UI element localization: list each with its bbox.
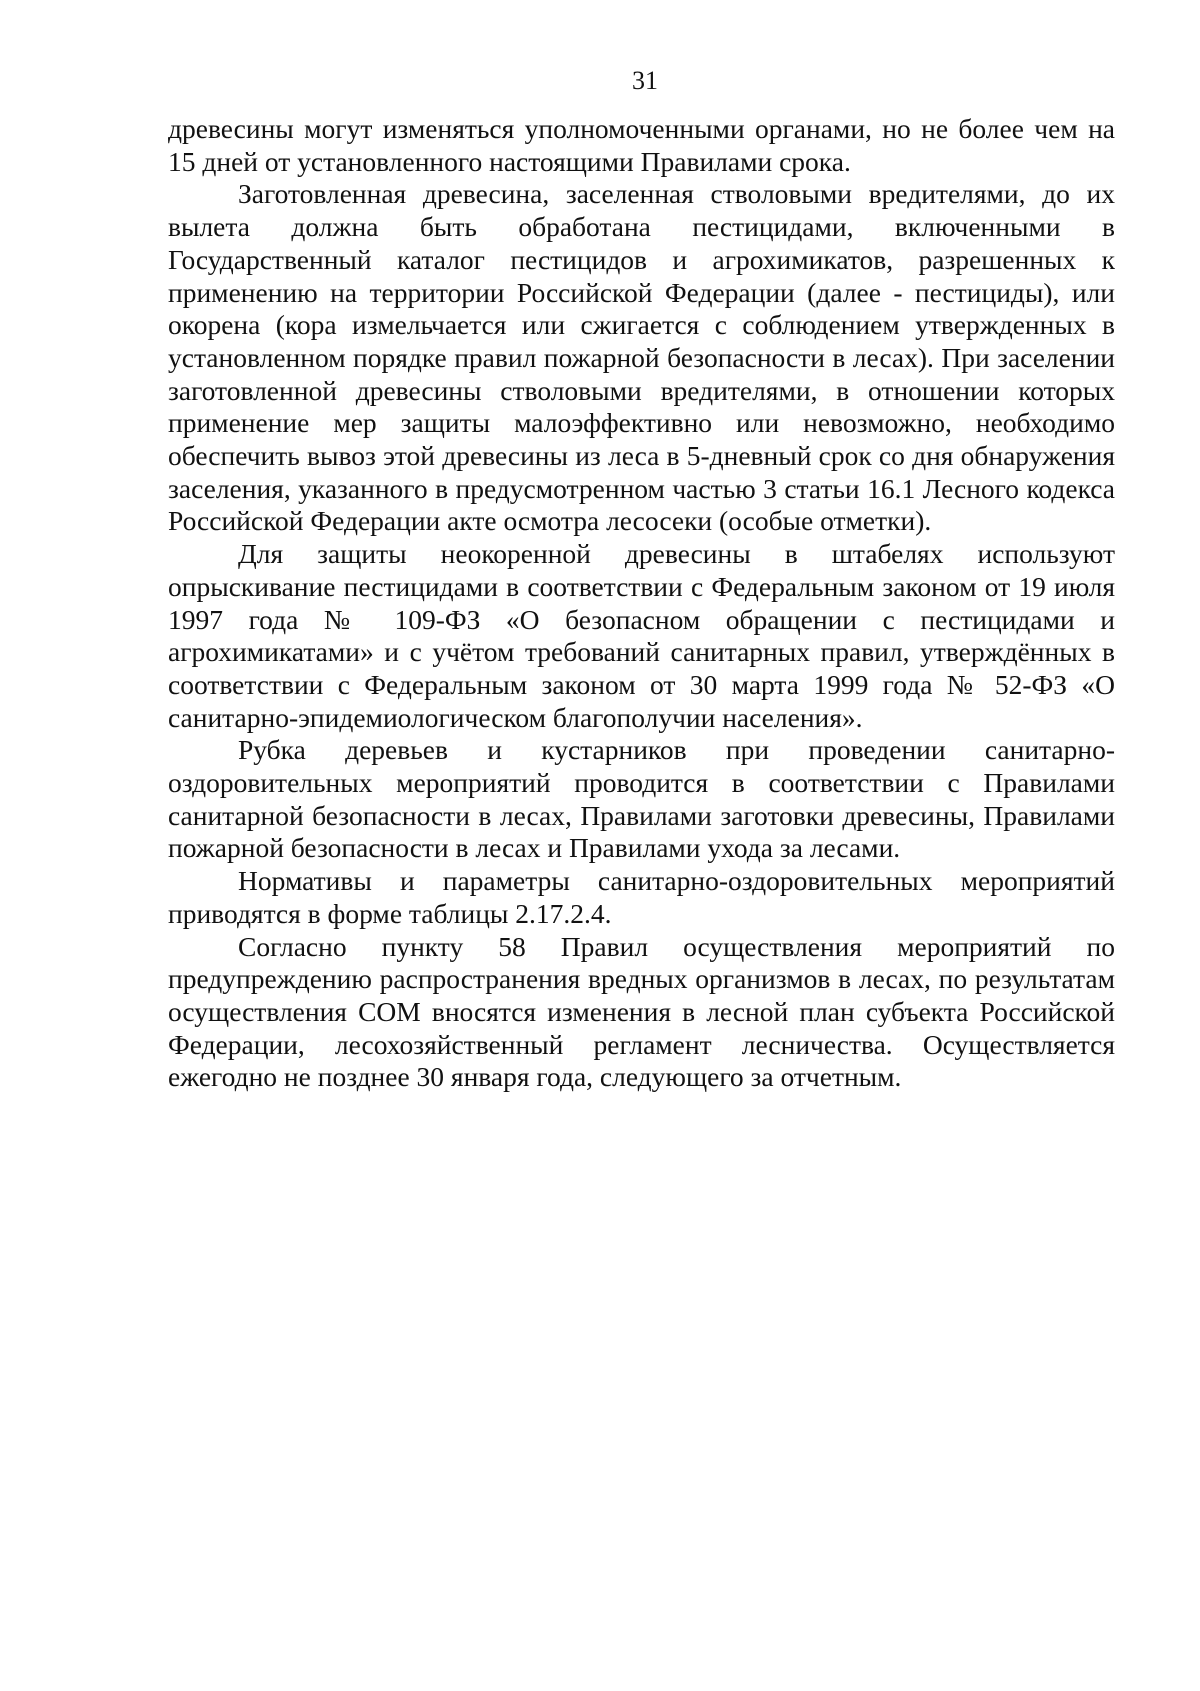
paragraph-sanitary-felling: Рубка деревьев и кустарников при проведении санитарно-оздоровительных мероприятий проводится в соответствии с Правилами санитарной безопасности в лесах, Правилами заготовки древесины, Правилами пожарной безопасности в лесах и Правилами ухода за лесами. (168, 734, 1115, 864)
document-body (168, 113, 1115, 1094)
paragraph-continuation: древесины могут изменяться уполномоченными органами, но не более чем на 15 дней от установленного настоящими Правилами срока. (168, 113, 1115, 177)
page-number: 31 (632, 66, 658, 95)
paragraph-pest-wood-treatment: Заготовленная древесина, заселенная стволовыми вредителями, до их вылета должна быть обработана пестицидами, включенными в Государственный каталог пестицидов и агрохимикатов, разрешенных к применению на территории Российской Федерации (далее - пестициды), или окорена (кора измельчается или сжигается с соблюдением утвержденных в установленном порядке правил пожарной безопасности в лесах). При заселении заготовленной древесины стволовыми вредителями, в отношении которых применение мер защиты малоэффективно или невозможно, необходимо обеспечить вывоз этой древесины из леса в 5-дневный срок со дня обнаружения заселения, указанного в предусмотренном частью 3 статьи 16.1 Лесного кодекса Российской Федерации акте осмотра лесосеки (особые отметки). (168, 178, 1115, 537)
paragraph-norms-table-reference: Нормативы и параметры санитарно-оздоровительных мероприятий приводятся в форме таблицы 2.17.2.4. (168, 865, 1115, 929)
paragraph-forest-plan-changes: Согласно пункту 58 Правил осуществления мероприятий по предупреждению распространения вредных организмов в лесах, по результатам осуществления СОМ вносятся изменения в лесной план субъекта Российской Федерации, лесохозяйственный регламент лесничества. Осуществляется ежегодно не позднее 30 января года, следующего за отчетным. (168, 930, 1115, 1093)
paragraph-stack-protection: Для защиты неокоренной древесины в штабелях используют опрыскивание пестицидами в соответствии с Федеральным законом от 19 июля 1997 года № 109-ФЗ «О безопасном обращении с пестицидами и агрохимикатами» и с учётом требований санитарных правил, утверждённых в соответствии с Федеральным законом от 30 марта 1999 года № 52-ФЗ «О санитарно-эпидемиологическом благополучии населения». (168, 538, 1115, 733)
